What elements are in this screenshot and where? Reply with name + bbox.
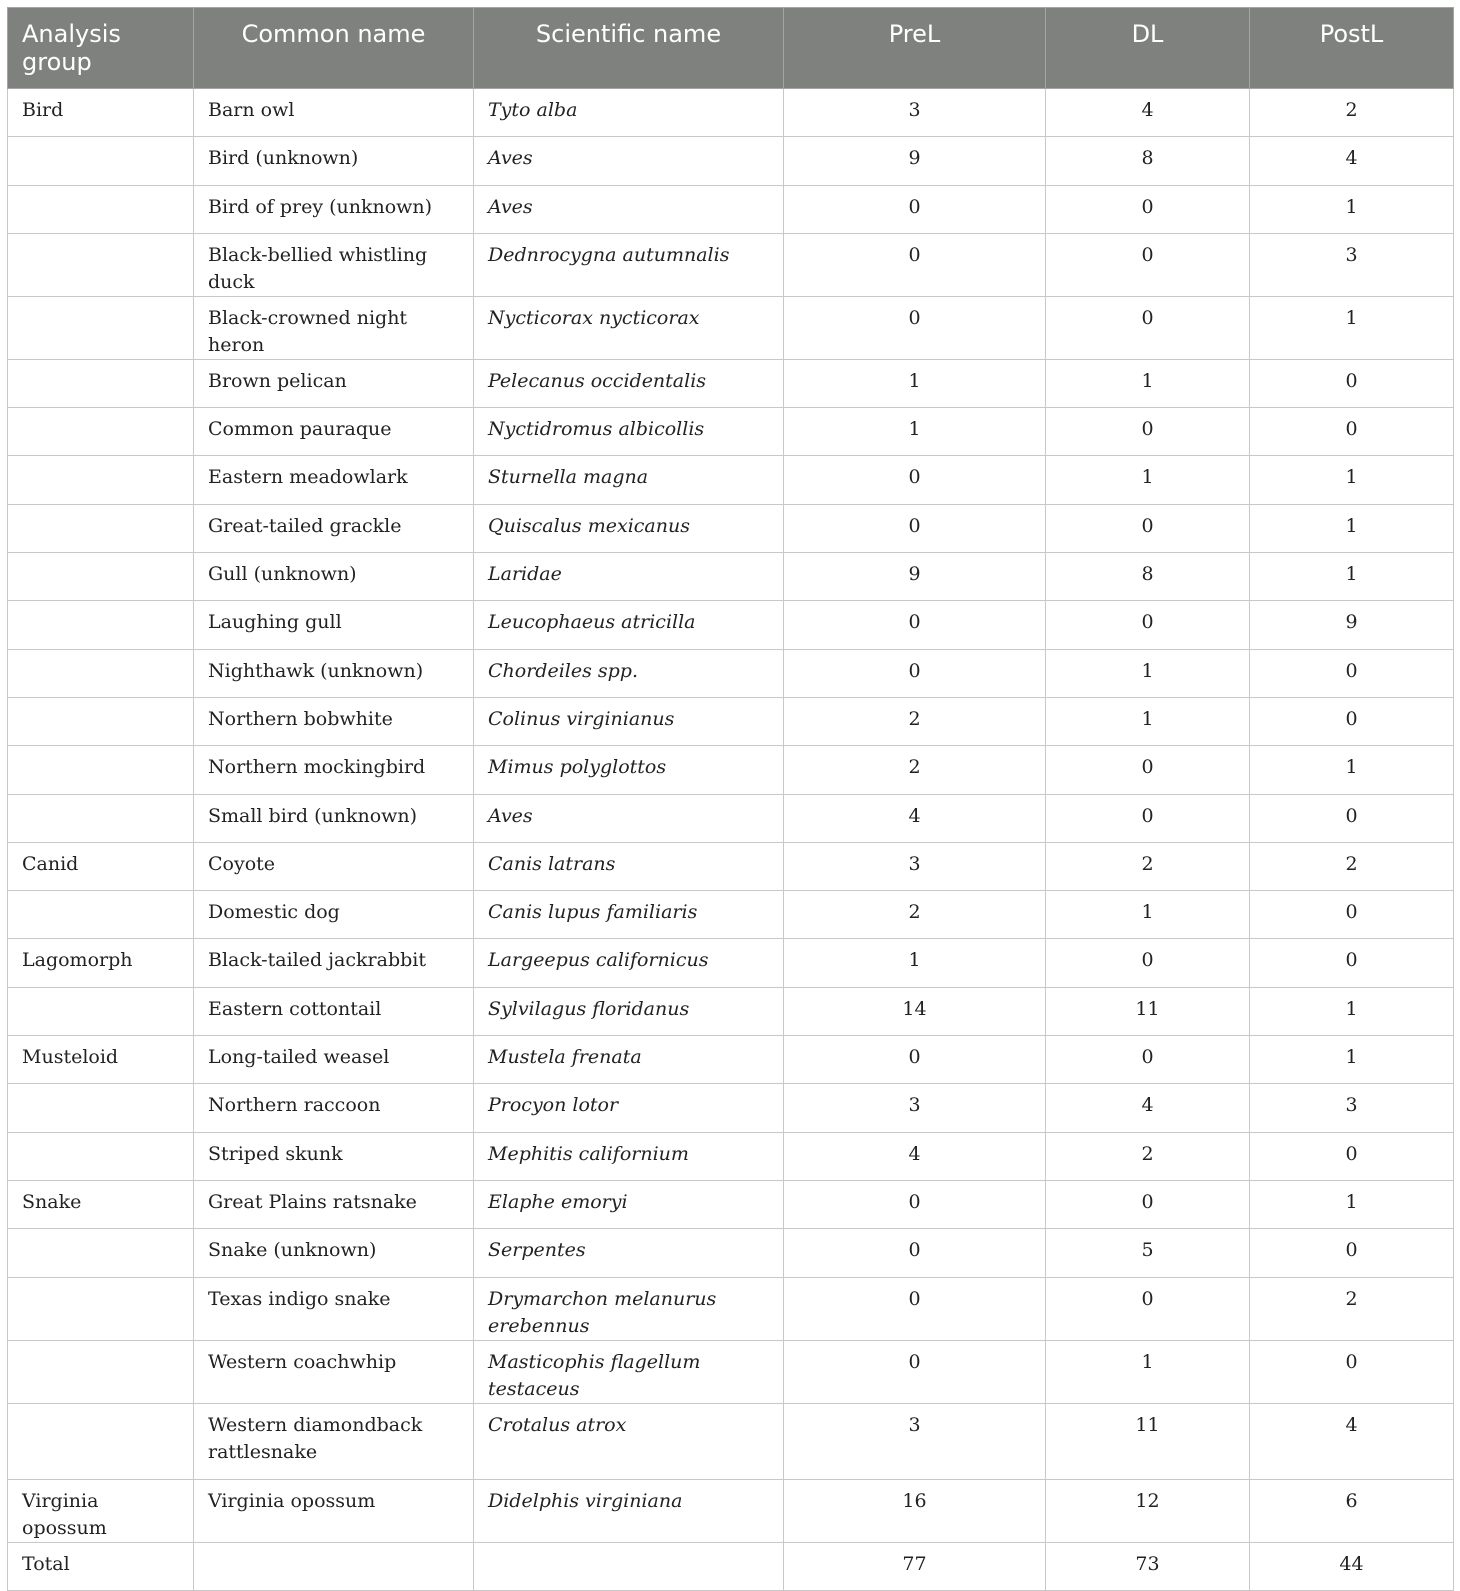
cell-scientific-name: Crotalus atrox	[474, 1403, 784, 1479]
cell-prel: 77	[784, 1542, 1046, 1590]
cell-dl: 0	[1046, 939, 1250, 987]
table-row	[8, 794, 1454, 842]
cell-common-name: Snake (unknown)	[194, 1229, 474, 1277]
cell-prel: 0	[784, 649, 1046, 697]
header-analysis-group: Analysis group	[8, 8, 194, 89]
cell-scientific-name: Serpentes	[474, 1229, 784, 1277]
table-row	[8, 649, 1454, 697]
cell-dl: 1	[1046, 891, 1250, 939]
cell-analysis-group	[8, 296, 194, 359]
cell-common-name: Nighthawk (unknown)	[194, 649, 474, 697]
table-row	[8, 137, 1454, 185]
cell-common-name: Barn owl	[194, 89, 474, 137]
cell-dl: 0	[1046, 296, 1250, 359]
cell-scientific-name: Aves	[474, 185, 784, 233]
table-row	[8, 553, 1454, 601]
cell-scientific-name: Mephitis californium	[474, 1132, 784, 1180]
table-row	[8, 746, 1454, 794]
cell-prel: 3	[784, 842, 1046, 890]
cell-common-name: Bird (unknown)	[194, 137, 474, 185]
cell-scientific-name: Nyctidromus albicollis	[474, 408, 784, 456]
cell-postl: 3	[1250, 233, 1454, 296]
table-row	[8, 1479, 1454, 1542]
table-row	[8, 456, 1454, 504]
cell-postl: 0	[1250, 697, 1454, 745]
cell-postl: 0	[1250, 1132, 1454, 1180]
cell-common-name: Western coachwhip	[194, 1340, 474, 1403]
header-common-name: Common name	[194, 8, 474, 89]
table-row	[8, 1036, 1454, 1084]
cell-postl: 0	[1250, 1340, 1454, 1403]
table-row	[8, 233, 1454, 296]
table-row	[8, 185, 1454, 233]
cell-postl: 0	[1250, 1229, 1454, 1277]
cell-analysis-group: Virginia opossum	[8, 1479, 194, 1542]
cell-analysis-group	[8, 987, 194, 1035]
cell-prel: 16	[784, 1479, 1046, 1542]
cell-prel: 0	[784, 185, 1046, 233]
cell-common-name: Virginia opossum	[194, 1479, 474, 1542]
cell-analysis-group	[8, 1229, 194, 1277]
cell-postl: 0	[1250, 794, 1454, 842]
cell-common-name	[194, 1542, 474, 1590]
cell-analysis-group: Total	[8, 1542, 194, 1590]
table-row	[8, 1180, 1454, 1228]
cell-scientific-name: Pelecanus occidentalis	[474, 359, 784, 407]
cell-scientific-name: Largeepus californicus	[474, 939, 784, 987]
cell-prel: 3	[784, 1403, 1046, 1479]
cell-common-name: Striped skunk	[194, 1132, 474, 1180]
cell-analysis-group	[8, 697, 194, 745]
cell-scientific-name: Masticophis flagellum testaceus	[474, 1340, 784, 1403]
cell-prel: 0	[784, 1229, 1046, 1277]
cell-dl: 1	[1046, 697, 1250, 745]
cell-prel: 2	[784, 697, 1046, 745]
cell-postl: 0	[1250, 408, 1454, 456]
cell-prel: 9	[784, 137, 1046, 185]
cell-prel: 14	[784, 987, 1046, 1035]
cell-common-name: Western diamondback rattlesnake	[194, 1403, 474, 1479]
cell-common-name: Black-tailed jackrabbit	[194, 939, 474, 987]
cell-analysis-group	[8, 794, 194, 842]
cell-postl: 4	[1250, 1403, 1454, 1479]
cell-prel: 3	[784, 89, 1046, 137]
cell-common-name: Great Plains ratsnake	[194, 1180, 474, 1228]
cell-postl: 9	[1250, 601, 1454, 649]
cell-analysis-group	[8, 601, 194, 649]
cell-prel: 1	[784, 408, 1046, 456]
table-row	[8, 1542, 1454, 1590]
cell-common-name: Brown pelican	[194, 359, 474, 407]
cell-prel: 0	[784, 1340, 1046, 1403]
cell-prel: 0	[784, 456, 1046, 504]
cell-dl: 1	[1046, 649, 1250, 697]
cell-dl: 8	[1046, 553, 1250, 601]
cell-postl: 44	[1250, 1542, 1454, 1590]
table-row	[8, 891, 1454, 939]
cell-dl: 4	[1046, 1084, 1250, 1132]
table-row	[8, 359, 1454, 407]
cell-scientific-name: Tyto alba	[474, 89, 784, 137]
cell-common-name: Northern bobwhite	[194, 697, 474, 745]
cell-prel: 4	[784, 1132, 1046, 1180]
cell-postl: 1	[1250, 185, 1454, 233]
cell-common-name: Eastern cottontail	[194, 987, 474, 1035]
cell-common-name: Northern raccoon	[194, 1084, 474, 1132]
cell-scientific-name: Sturnella magna	[474, 456, 784, 504]
cell-postl: 1	[1250, 553, 1454, 601]
cell-prel: 0	[784, 601, 1046, 649]
table-row	[8, 1277, 1454, 1340]
cell-prel: 0	[784, 1277, 1046, 1340]
cell-common-name: Northern mockingbird	[194, 746, 474, 794]
cell-postl: 1	[1250, 746, 1454, 794]
cell-dl: 5	[1046, 1229, 1250, 1277]
cell-analysis-group	[8, 1084, 194, 1132]
cell-prel: 2	[784, 746, 1046, 794]
cell-dl: 11	[1046, 1403, 1250, 1479]
cell-analysis-group	[8, 233, 194, 296]
cell-dl: 73	[1046, 1542, 1250, 1590]
cell-postl: 1	[1250, 504, 1454, 552]
cell-scientific-name: Canis latrans	[474, 842, 784, 890]
cell-scientific-name: Mimus polyglottos	[474, 746, 784, 794]
cell-prel: 0	[784, 233, 1046, 296]
cell-dl: 1	[1046, 359, 1250, 407]
cell-common-name: Long-tailed weasel	[194, 1036, 474, 1084]
table-row	[8, 1229, 1454, 1277]
cell-dl: 1	[1046, 1340, 1250, 1403]
cell-prel: 4	[784, 794, 1046, 842]
cell-analysis-group	[8, 891, 194, 939]
cell-prel: 0	[784, 504, 1046, 552]
table-row	[8, 1403, 1454, 1479]
cell-dl: 0	[1046, 185, 1250, 233]
cell-dl: 11	[1046, 987, 1250, 1035]
cell-prel: 3	[784, 1084, 1046, 1132]
cell-common-name: Domestic dog	[194, 891, 474, 939]
header-dl: DL	[1046, 8, 1250, 89]
table-row	[8, 1132, 1454, 1180]
cell-scientific-name: Elaphe emoryi	[474, 1180, 784, 1228]
cell-scientific-name: Laridae	[474, 553, 784, 601]
cell-common-name: Great-tailed grackle	[194, 504, 474, 552]
table-row	[8, 601, 1454, 649]
header-postl: PostL	[1250, 8, 1454, 89]
table-row	[8, 939, 1454, 987]
cell-dl: 0	[1046, 408, 1250, 456]
cell-postl: 1	[1250, 987, 1454, 1035]
cell-common-name: Eastern meadowlark	[194, 456, 474, 504]
cell-scientific-name: Dednrocygna autumnalis	[474, 233, 784, 296]
table-row	[8, 1084, 1454, 1132]
cell-scientific-name: Canis lupus familiaris	[474, 891, 784, 939]
cell-postl: 0	[1250, 359, 1454, 407]
cell-analysis-group: Bird	[8, 89, 194, 137]
cell-dl: 0	[1046, 1180, 1250, 1228]
cell-analysis-group	[8, 408, 194, 456]
cell-analysis-group	[8, 456, 194, 504]
cell-scientific-name: Sylvilagus floridanus	[474, 987, 784, 1035]
cell-postl: 3	[1250, 1084, 1454, 1132]
cell-postl: 2	[1250, 842, 1454, 890]
table-row	[8, 296, 1454, 359]
cell-dl: 8	[1046, 137, 1250, 185]
cell-dl: 0	[1046, 746, 1250, 794]
cell-prel: 1	[784, 939, 1046, 987]
table-row	[8, 697, 1454, 745]
cell-dl: 2	[1046, 1132, 1250, 1180]
table-row	[8, 504, 1454, 552]
cell-dl: 0	[1046, 794, 1250, 842]
cell-postl: 0	[1250, 891, 1454, 939]
cell-postl: 4	[1250, 137, 1454, 185]
cell-analysis-group: Musteloid	[8, 1036, 194, 1084]
cell-scientific-name: Nycticorax nycticorax	[474, 296, 784, 359]
cell-postl: 6	[1250, 1479, 1454, 1542]
table-row	[8, 408, 1454, 456]
cell-scientific-name: Aves	[474, 794, 784, 842]
cell-analysis-group	[8, 137, 194, 185]
cell-prel: 9	[784, 553, 1046, 601]
cell-analysis-group: Canid	[8, 842, 194, 890]
cell-analysis-group	[8, 746, 194, 794]
cell-postl: 0	[1250, 649, 1454, 697]
cell-postl: 1	[1250, 1180, 1454, 1228]
cell-postl: 2	[1250, 1277, 1454, 1340]
cell-postl: 2	[1250, 89, 1454, 137]
header-prel: PreL	[784, 8, 1046, 89]
cell-scientific-name: Mustela frenata	[474, 1036, 784, 1084]
cell-prel: 0	[784, 1180, 1046, 1228]
cell-dl: 0	[1046, 601, 1250, 649]
cell-postl: 1	[1250, 296, 1454, 359]
cell-scientific-name: Didelphis virginiana	[474, 1479, 784, 1542]
cell-postl: 0	[1250, 939, 1454, 987]
cell-analysis-group	[8, 1277, 194, 1340]
cell-common-name: Common pauraque	[194, 408, 474, 456]
cell-scientific-name: Quiscalus mexicanus	[474, 504, 784, 552]
cell-dl: 0	[1046, 504, 1250, 552]
cell-analysis-group	[8, 1132, 194, 1180]
cell-analysis-group	[8, 553, 194, 601]
cell-prel: 1	[784, 359, 1046, 407]
table-row	[8, 89, 1454, 137]
cell-prel: 0	[784, 296, 1046, 359]
cell-analysis-group	[8, 649, 194, 697]
cell-analysis-group	[8, 504, 194, 552]
cell-scientific-name: Chordeiles spp.	[474, 649, 784, 697]
cell-common-name: Gull (unknown)	[194, 553, 474, 601]
cell-scientific-name	[474, 1542, 784, 1590]
cell-scientific-name: Drymarchon melanurus erebennus	[474, 1277, 784, 1340]
cell-scientific-name: Colinus virginianus	[474, 697, 784, 745]
cell-dl: 1	[1046, 456, 1250, 504]
cell-scientific-name: Aves	[474, 137, 784, 185]
cell-dl: 0	[1046, 1036, 1250, 1084]
cell-prel: 0	[784, 1036, 1046, 1084]
cell-scientific-name: Leucophaeus atricilla	[474, 601, 784, 649]
cell-analysis-group: Lagomorph	[8, 939, 194, 987]
cell-common-name: Black-bellied whistling duck	[194, 233, 474, 296]
cell-dl: 0	[1046, 1277, 1250, 1340]
cell-prel: 2	[784, 891, 1046, 939]
cell-analysis-group	[8, 185, 194, 233]
cell-common-name: Bird of prey (unknown)	[194, 185, 474, 233]
cell-common-name: Black-crowned night heron	[194, 296, 474, 359]
header-row	[8, 8, 1454, 89]
cell-dl: 0	[1046, 233, 1250, 296]
cell-dl: 12	[1046, 1479, 1250, 1542]
table-row	[8, 987, 1454, 1035]
table-row	[8, 842, 1454, 890]
header-scientific-name: Scientific name	[474, 8, 784, 89]
cell-postl: 1	[1250, 456, 1454, 504]
cell-analysis-group	[8, 359, 194, 407]
cell-postl: 1	[1250, 1036, 1454, 1084]
cell-common-name: Texas indigo snake	[194, 1277, 474, 1340]
cell-analysis-group	[8, 1403, 194, 1479]
cell-scientific-name: Procyon lotor	[474, 1084, 784, 1132]
cell-dl: 4	[1046, 89, 1250, 137]
cell-common-name: Laughing gull	[194, 601, 474, 649]
table-row	[8, 1340, 1454, 1403]
cell-common-name: Coyote	[194, 842, 474, 890]
species-table	[7, 7, 1454, 1591]
cell-common-name: Small bird (unknown)	[194, 794, 474, 842]
cell-dl: 2	[1046, 842, 1250, 890]
cell-analysis-group: Snake	[8, 1180, 194, 1228]
cell-analysis-group	[8, 1340, 194, 1403]
